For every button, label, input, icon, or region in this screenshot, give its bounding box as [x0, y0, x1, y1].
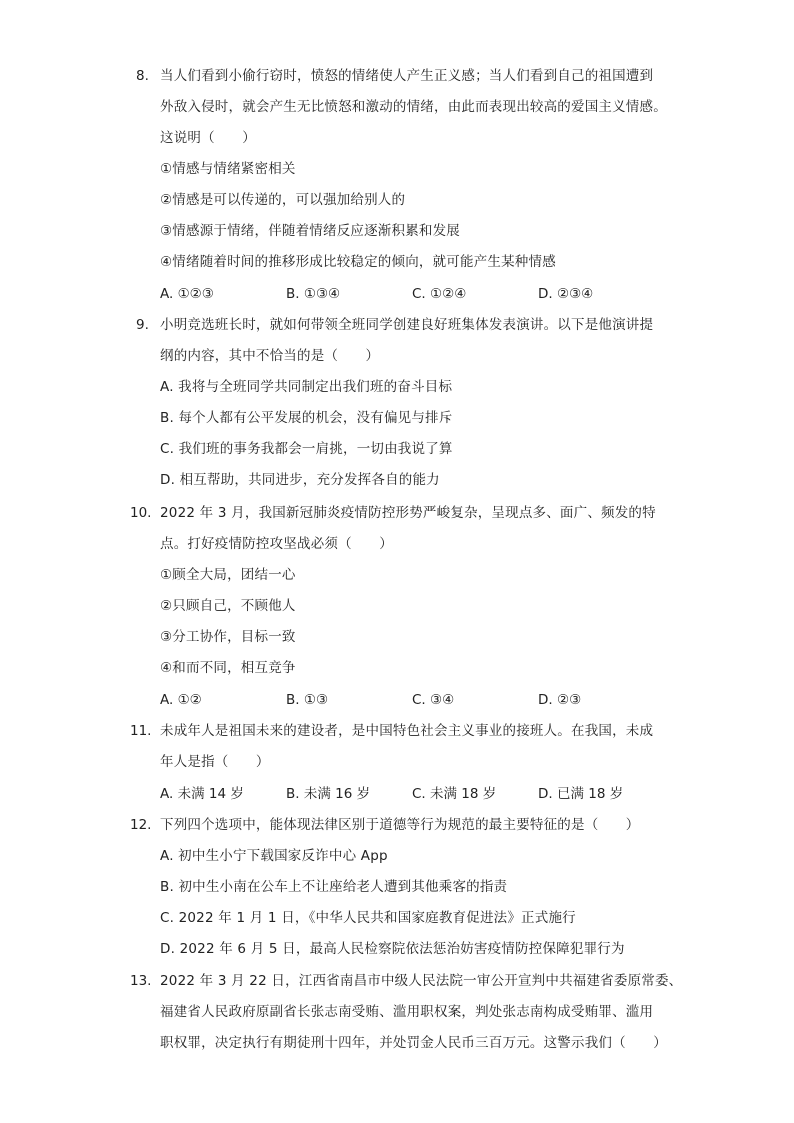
option-b: B. ①③ [286, 692, 329, 708]
option-a: A. 初中生小宁下载国家反诈中心 App [160, 848, 388, 864]
question-number: 11. [130, 723, 152, 739]
option-d: D. ②③④ [538, 286, 594, 302]
statement-line: ①情感与情绪紧密相关 [160, 161, 296, 177]
option-a: A. 未满 14 岁 [160, 786, 244, 802]
statement-line: ②只顾自己，不顾他人 [160, 598, 296, 614]
question-number: 10. [130, 505, 152, 521]
option-c: C. 我们班的事务我都会一肩挑，一切由我说了算 [160, 441, 453, 457]
statement-line: ②情感是可以传递的，可以强加给别人的 [160, 192, 406, 208]
statement-line: ③分工协作，目标一致 [160, 629, 296, 645]
option-a: A. 我将与全班同学共同制定出我们班的奋斗目标 [160, 379, 453, 395]
option-b: B. ①③④ [286, 286, 341, 302]
question-text-line: 当人们看到小偷行窃时，愤怒的情绪使人产生正义感；当人们看到自己的祖国遭到 [160, 68, 654, 84]
statement-line: ④情绪随着时间的推移形成比较稳定的倾向，就可能产生某种情感 [160, 254, 556, 270]
option-d: D. 2022 年 6 月 5 日，最高人民检察院依法惩治妨害疫情防控保障犯罪行为 [160, 941, 625, 957]
option-c: C. ③④ [412, 692, 455, 708]
question-text-line: 2022 年 3 月，我国新冠肺炎疫情防控形势严峻复杂，呈现点多、面广、频发的特 [160, 505, 656, 521]
option-b: B. 未满 16 岁 [286, 786, 371, 802]
question-number: 8. [136, 68, 149, 84]
question-number: 13. [130, 973, 152, 989]
question-text-line: 纲的内容，其中不恰当的是（ ） [160, 348, 380, 364]
question-text-line: 福建省人民政府原副省长张志南受贿、滥用职权案，判处张志南构成受贿罪、滥用 [160, 1004, 654, 1020]
question-text-line: 小明竞选班长时，就如何带领全班同学创建良好班集体发表演讲。以下是他演讲提 [160, 317, 654, 333]
question-text-line: 2022 年 3 月 22 日，江西省南昌市中级人民法院一审公开宣判中共福建省委原常委、 [160, 973, 683, 989]
question-text-line: 点。打好疫情防控攻坚战必须（ ） [160, 536, 393, 552]
question-text-line: 未成年人是祖国未来的建设者，是中国特色社会主义事业的接班人。在我国，未成 [160, 723, 654, 739]
question-text-line: 这说明（ ） [160, 130, 256, 146]
option-a: A. ①② [160, 692, 202, 708]
option-d: D. 已满 18 岁 [538, 786, 624, 802]
statement-line: ③情感源于情绪，伴随着情绪反应逐渐积累和发展 [160, 223, 461, 239]
question-number: 12. [130, 817, 152, 833]
question-text-line: 年人是指（ ） [160, 754, 270, 770]
statement-line: ①顾全大局，团结一心 [160, 567, 296, 583]
option-d: D. ②③ [538, 692, 582, 708]
question-text-line: 职权罪，决定执行有期徒刑十四年，并处罚金人民币三百万元。这警示我们（ ） [160, 1035, 667, 1051]
option-c: C. 2022 年 1 月 1 日，《中华人民共和国家庭教育促进法》正式施行 [160, 910, 576, 926]
option-c: C. 未满 18 岁 [412, 786, 497, 802]
statement-line: ④和而不同，相互竞争 [160, 660, 296, 676]
question-number: 9. [136, 317, 149, 333]
question-text-line: 下列四个选项中，能体现法律区别于道德等行为规范的最主要特征的是（ ） [160, 817, 640, 833]
option-c: C. ①②④ [412, 286, 467, 302]
option-d: D. 相互帮助，共同进步，充分发挥各自的能力 [160, 472, 440, 488]
option-b: B. 每个人都有公平发展的机会，没有偏见与排斥 [160, 410, 453, 426]
option-a: A. ①②③ [160, 286, 214, 302]
question-text-line: 外敌入侵时，就会产生无比愤怒和激动的情绪，由此而表现出较高的爱国主义情感。 [160, 99, 667, 115]
option-b: B. 初中生小南在公车上不让座给老人遭到其他乘客的指责 [160, 879, 508, 895]
